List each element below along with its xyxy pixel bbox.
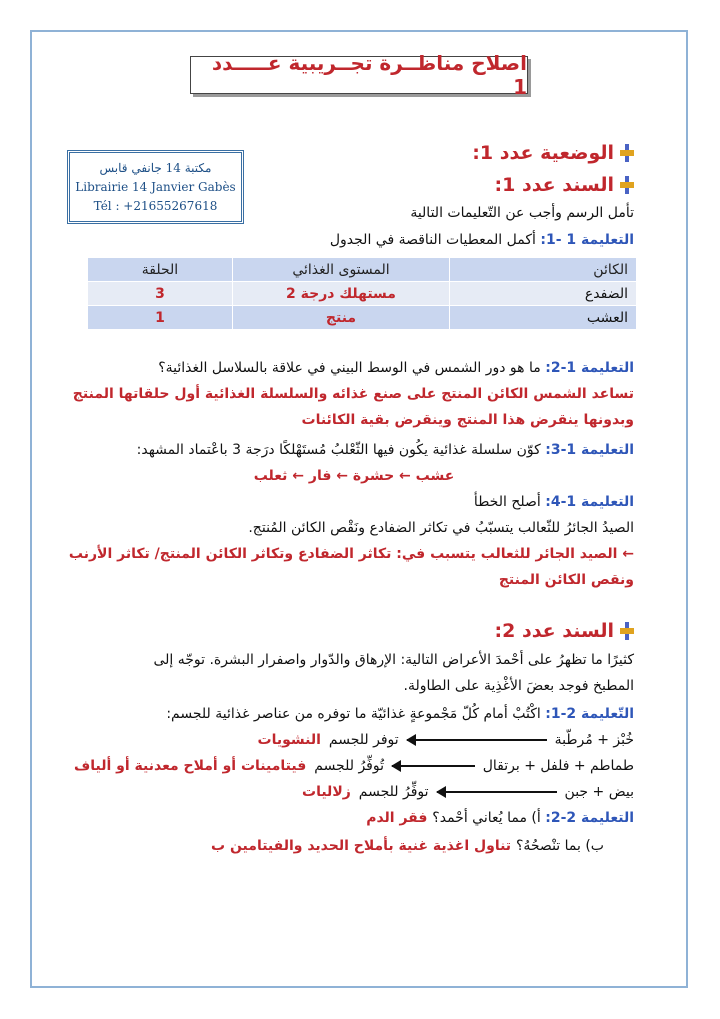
- provides-text: توفِّرُ للجسم: [358, 784, 429, 800]
- table-cell: العشب: [450, 306, 637, 330]
- arrow-left-icon: [407, 739, 547, 741]
- nutrient-row: [74, 758, 634, 774]
- table-cell: منتج: [233, 306, 450, 330]
- question-1-2: التعليمة 1-2: ما هو دور الشمس في الوسط البيني في علاقة بالسلاسل الغذائية؟: [158, 360, 634, 376]
- question-2-2-a: التعليمة 2-2: أ) مما يُعاني أحْمد؟ فقر الدم: [366, 810, 634, 826]
- column-header: الكائن: [450, 258, 637, 282]
- pin-icon: [620, 176, 634, 194]
- document-2-heading: السند عدد 2:: [495, 620, 635, 642]
- arrow-left-icon: [392, 765, 475, 767]
- question-1-1: التعليمة 1 -1: أكمل المعطيات الناقصة في الجدول: [329, 232, 634, 248]
- table-cell: مستهلك درجة 2: [233, 282, 450, 306]
- nutrient-answer: فيتامينات أو أملاح معدنية أو ألياف: [74, 758, 307, 774]
- answer-1-3-food-chain: عشب ← حشرة ← فار ← ثعلب: [253, 468, 455, 484]
- question-1-4-statement: الصيدُ الجائرُ للثّعالب يتسبّبُ في تكاثر الضفادع ونَقْص الكائن المُنتج.: [248, 520, 634, 536]
- question-2-1: التّعليمة 2-1: اكْتُبْ أمام كُلّ مَجْموعةٍ غذائيّة ما توفره من عناصر غذائية للجسم:: [166, 706, 634, 722]
- table-header-row: [88, 258, 637, 282]
- question-1-4: التعليمة 1-4: أصلح الخطأ: [473, 494, 634, 510]
- answer-1-2-line-2: وبدونها ينقرض هذا المنتج وينقرض بقية الكائنات: [301, 412, 634, 428]
- table-cell: الضفدع: [450, 282, 637, 306]
- answer-1-4-line-2: ونقص الكائن المنتج: [498, 572, 634, 588]
- column-header: المستوى الغذائي: [233, 258, 450, 282]
- question-2-2-b: ب) بما تنْصحُهُ؟ تناول اغذية غنية بأملاح الحديد والفيتامين ب: [211, 838, 604, 854]
- answer-1-4-line-1: ← الصيد الجائر للثعالب يتسبب في: تكاثر الضفادع وتكاثر الكائن المنتج/ تكاثر الأرنب: [68, 546, 634, 562]
- provides-text: تُوفِّرُ للجسم: [314, 758, 384, 774]
- food-group: طماطم + فلفل + برتقال: [482, 758, 634, 774]
- document-2-text-line-1: كثيرًا ما تظهرُ على أحْمدَ الأعراض التالية: الإرهاق والدّوار واصفرار البشرة. توجّه إلى: [153, 652, 634, 668]
- table-cell: 1: [88, 306, 233, 330]
- provides-text: توفر للجسم: [328, 732, 399, 748]
- stamp-french-name: Librairie 14 Janvier Gabès: [75, 179, 236, 194]
- page-title: اصلاح مناظــرة تجــريبية عـــــدد 1: [190, 56, 528, 94]
- food-group: بيض + جبن: [564, 784, 634, 800]
- question-1-3: التعليمة 1-3: كوّن سلسلة غذائية يكُون فيها الثّعْلبُ مُستَهْلكًا درَجة 3 باعْتماد المشهد:: [136, 442, 634, 458]
- food-chain-table: [87, 257, 637, 330]
- answer-1-2-line-1: تساعد الشمس الكائن المنتج على صنع غذائه والسلسلة الغذائية أول حلقاتها المنتج: [72, 386, 634, 402]
- stamp-phone: Tél : +21655267618: [93, 198, 218, 213]
- situation-1-heading: الوضعية عدد 1:: [472, 142, 634, 164]
- document-2-text-line-2: المطبخ فوجد بعضَ الأغْذِية على الطاولة.: [403, 678, 634, 694]
- table-row: [88, 282, 637, 306]
- nutrient-row: [74, 784, 634, 800]
- pin-icon: [620, 622, 634, 640]
- nutrient-answer: زلاليات: [302, 784, 351, 800]
- table-cell: 3: [88, 282, 233, 306]
- stamp-arabic-name: مكتبة 14 جانفي قابس: [99, 160, 212, 175]
- arrow-left-icon: [437, 791, 557, 793]
- document-1-heading: السند عدد 1:: [495, 174, 635, 196]
- nutrient-answer: النشويات: [257, 732, 321, 748]
- nutrient-row: [74, 732, 634, 748]
- column-header: الحلقة: [88, 258, 233, 282]
- food-group: خُبْز + مُرطّبة: [554, 732, 634, 748]
- pin-icon: [620, 144, 634, 162]
- table-row: [88, 306, 637, 330]
- document-1-intro: تأمل الرسم وأجب عن التّعليمات التالية: [410, 205, 634, 221]
